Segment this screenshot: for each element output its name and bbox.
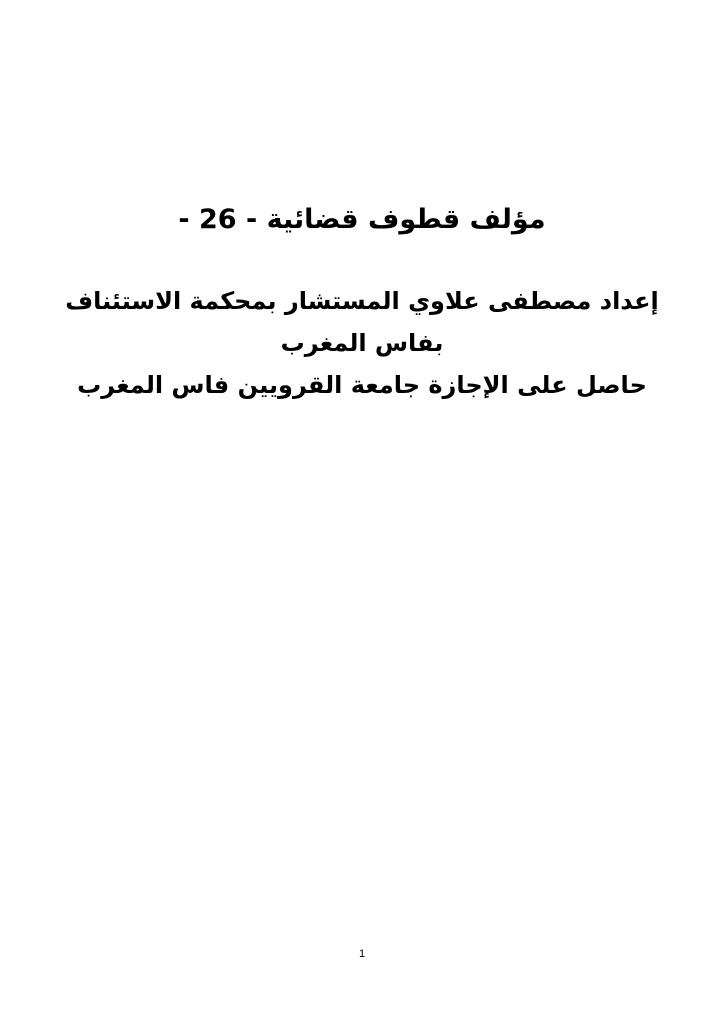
page-number: 1 <box>358 948 366 960</box>
author-line: حاصل على الإجازة جامعة القرويين فاس المغرب <box>77 371 647 399</box>
author-line: إعداد مصطفى علاوي المستشار بمحكمة الاستئناف <box>65 287 659 315</box>
author-line: بفاس المغرب <box>280 329 444 357</box>
author-info <box>40 280 684 406</box>
document-title: مؤلف قطوف قضائية - 26 - <box>178 204 546 235</box>
